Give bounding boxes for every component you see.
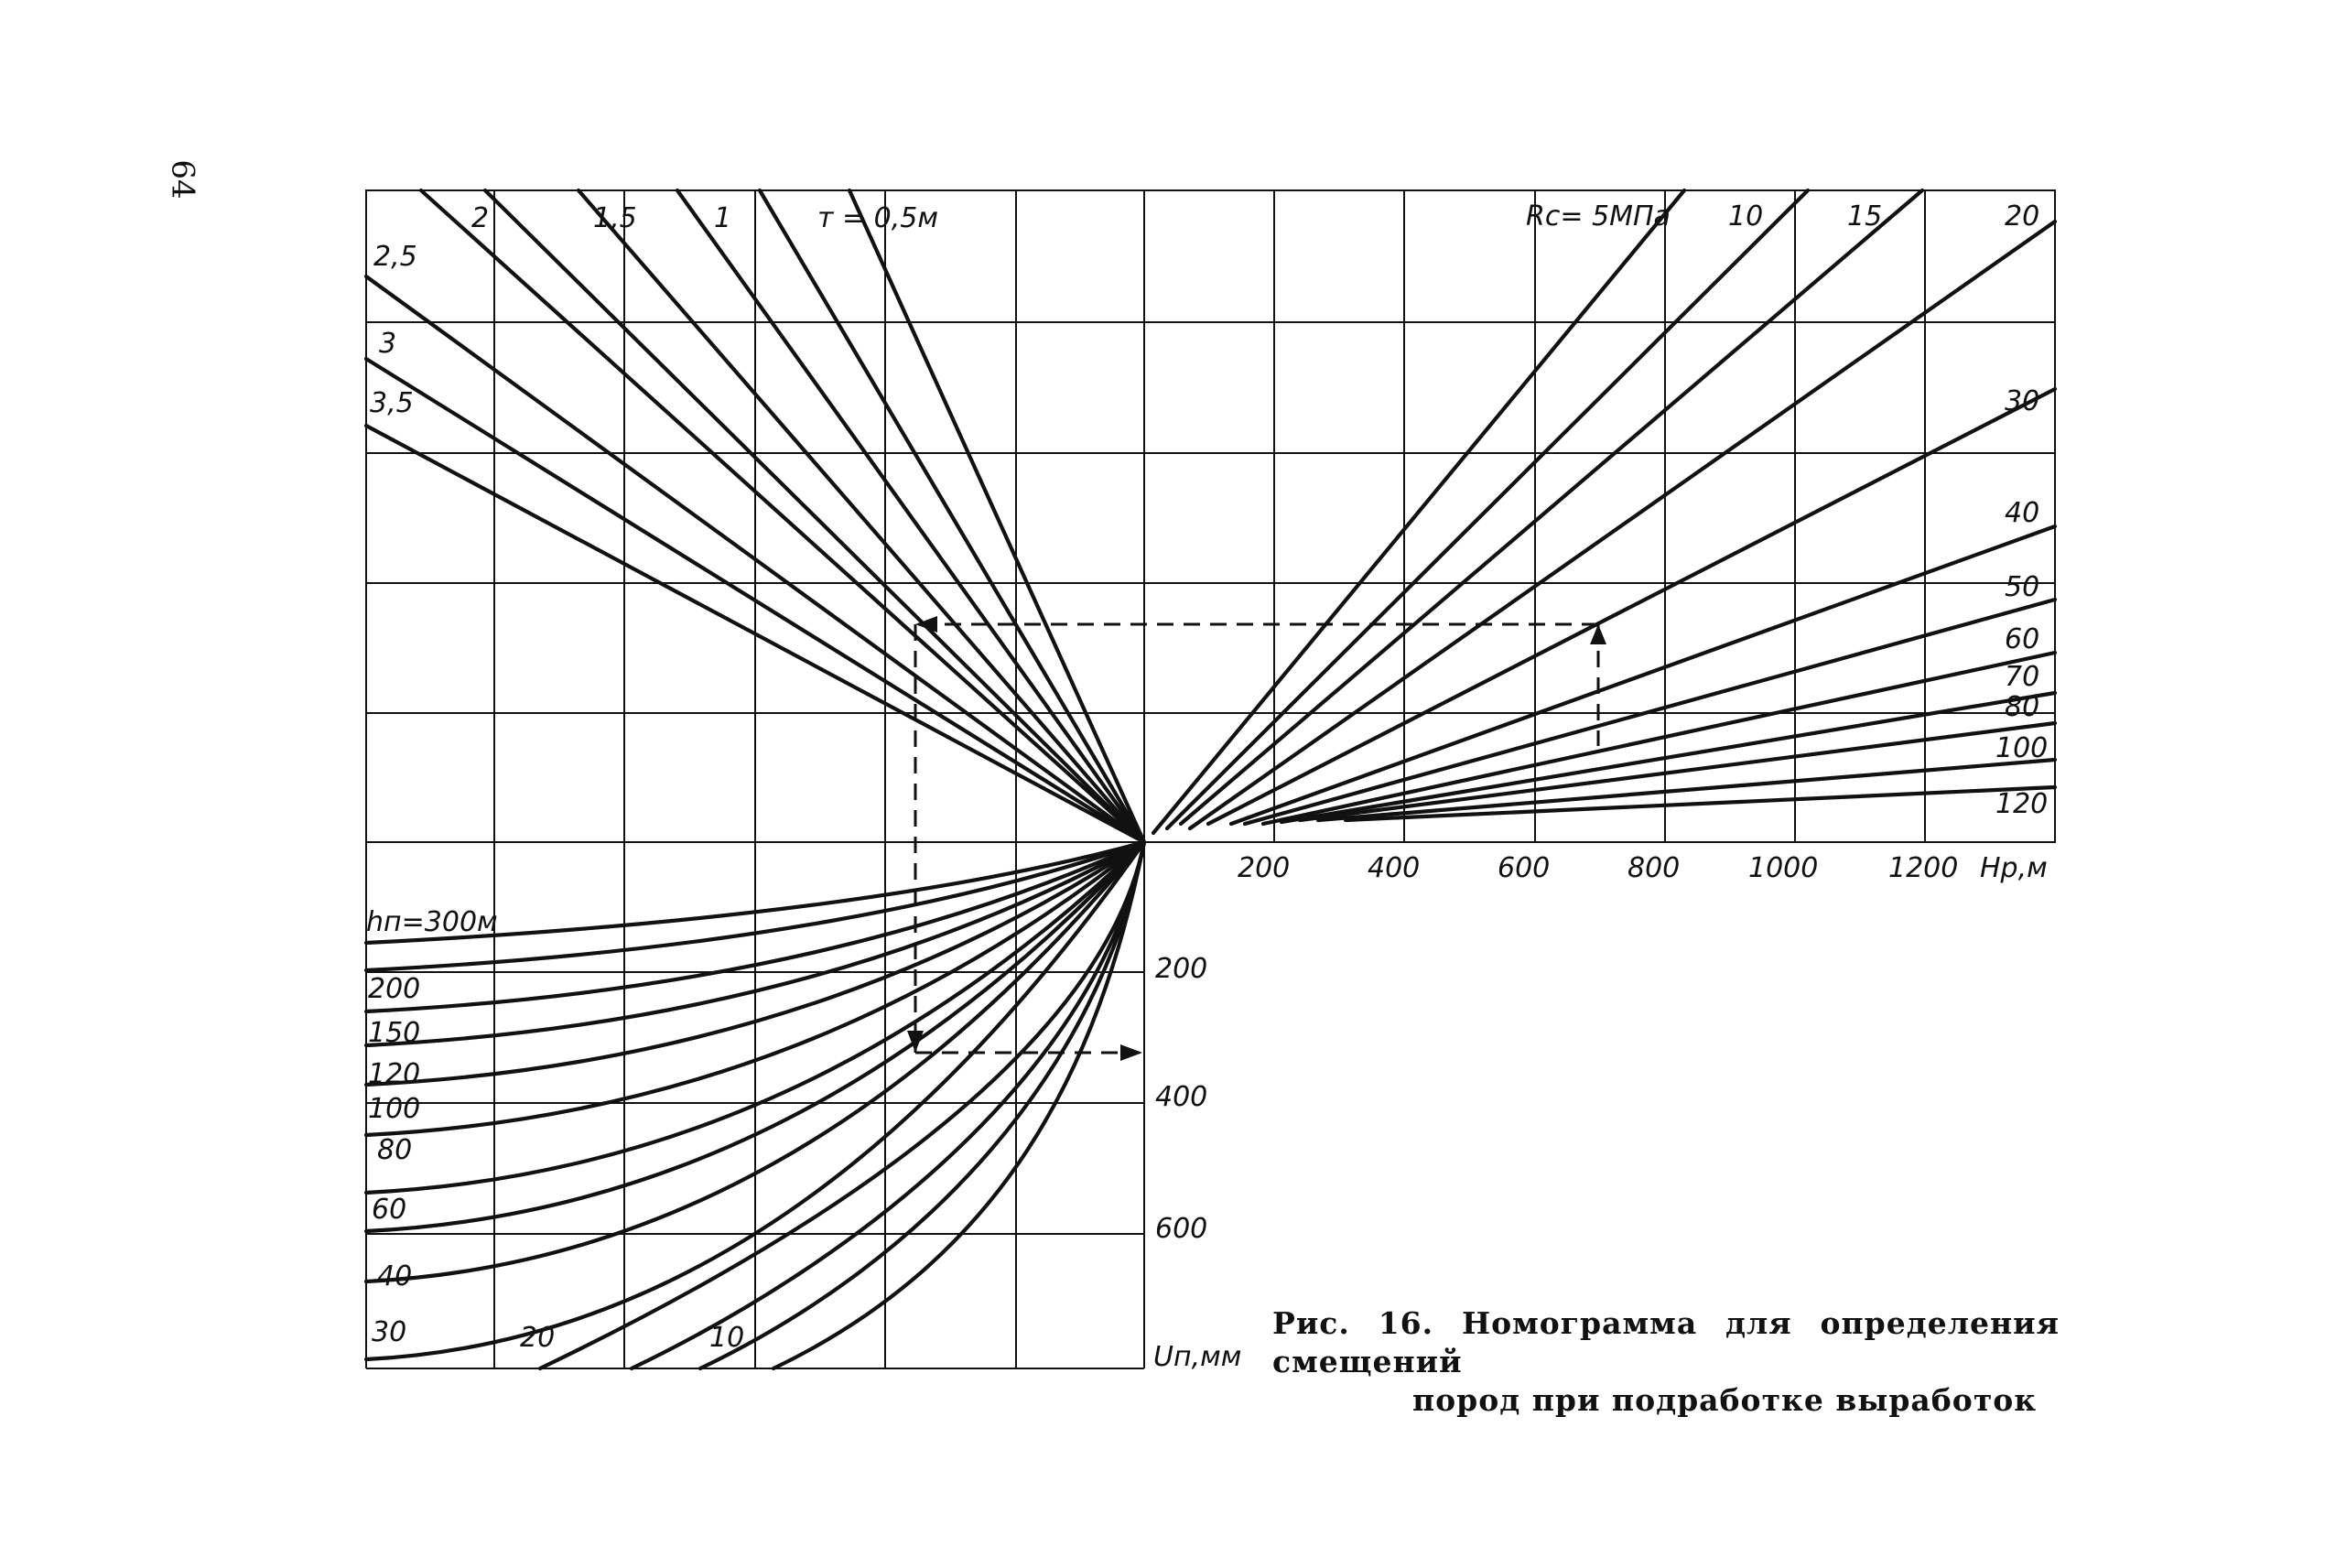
rc-line (1208, 389, 2055, 824)
rc-label-100: 100 (1995, 732, 2049, 764)
m-line (421, 190, 1144, 842)
hp-tick-1200: 1200 (1888, 852, 1959, 884)
rc-label-120: 120 (1995, 788, 2049, 820)
m-line (485, 190, 1144, 842)
m-line (760, 190, 1144, 842)
example-path (907, 616, 1606, 1061)
h-label-30: 30 (372, 1316, 407, 1348)
hp-tick-400: 400 (1368, 852, 1421, 884)
m-line (677, 190, 1144, 842)
h-label-10: 10 (709, 1322, 745, 1354)
hp-tick-800: 800 (1628, 852, 1681, 884)
m-line (849, 190, 1144, 842)
m-label-1: 1 (714, 202, 732, 234)
h-label-200: 200 (368, 973, 421, 1005)
rc-label-60: 60 (2005, 623, 2040, 655)
page-number: 64 (164, 159, 201, 200)
m-line (579, 190, 1144, 842)
caption-line-1: Рис. 16. Номограмма для определения смещений (1272, 1305, 2060, 1379)
h-label-150: 150 (368, 1017, 421, 1049)
hp-tick-1000: 1000 (1748, 852, 1819, 884)
hp-tick-600: 600 (1498, 852, 1551, 884)
h-label-60: 60 (372, 1194, 407, 1226)
arrow-down (907, 1031, 924, 1053)
un-tick-600: 600 (1155, 1213, 1208, 1245)
h-label-120: 120 (368, 1058, 421, 1090)
m-label-2-5: 2,5 (373, 241, 417, 273)
m-label-3: 3 (379, 328, 397, 360)
hp-axis-label: Hр,м (1980, 852, 2048, 884)
h-label-100: 100 (368, 1093, 421, 1125)
arrow-right (1120, 1044, 1142, 1061)
caption-line-2: пород при подработке выработок (1412, 1382, 2038, 1418)
m-label-2: 2 (471, 202, 490, 234)
rc-label-10: 10 (1728, 200, 1764, 232)
h-label-300: hп=300м (366, 906, 498, 938)
rc-label-5: Rс= 5МПа (1526, 200, 1671, 232)
rc-label-20: 20 (2005, 200, 2040, 232)
un-axis-label: Uп,мм (1153, 1341, 1242, 1373)
un-tick-200: 200 (1155, 953, 1208, 985)
curves (366, 190, 2055, 1368)
rc-label-80: 80 (2005, 691, 2040, 723)
h-label-40: 40 (377, 1260, 413, 1292)
m-label-0-5: т = 0,5м (817, 202, 939, 234)
hp-tick-200: 200 (1238, 852, 1291, 884)
rc-line (1153, 190, 1684, 833)
rc-label-15: 15 (1847, 200, 1883, 232)
figure-caption (1272, 1304, 2060, 1420)
m-label-1-5: 1,5 (593, 202, 637, 234)
h-label-80: 80 (377, 1134, 413, 1166)
rc-label-70: 70 (2005, 661, 2040, 693)
rc-line (1181, 190, 1922, 824)
rc-label-40: 40 (2005, 497, 2040, 529)
rc-label-50: 50 (2005, 571, 2040, 603)
m-label-3-5: 3,5 (370, 387, 414, 419)
rc-label-30: 30 (2005, 385, 2040, 417)
un-tick-400: 400 (1155, 1081, 1208, 1113)
h-label-20: 20 (520, 1322, 556, 1354)
